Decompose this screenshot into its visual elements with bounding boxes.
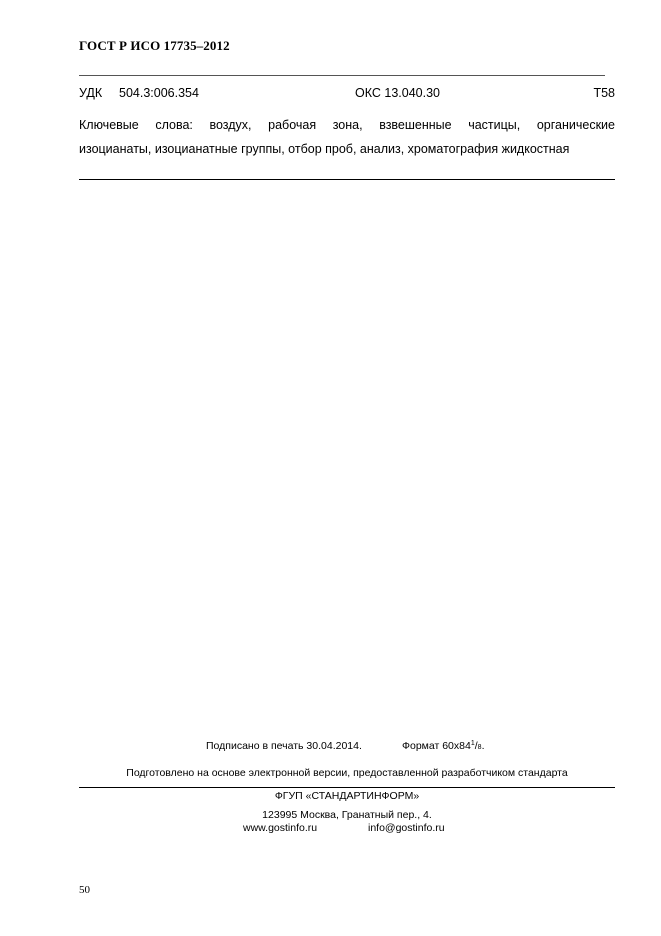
keywords-line-2: изоцианаты, изоцианатные группы, отбор проб, анализ, хроматография жидкостная [79, 142, 570, 156]
format-separator: / [474, 740, 478, 752]
top-divider [79, 75, 605, 76]
prepared-note: Подготовлено на основе электронной версии, предоставленной разработчиком стандарта [126, 767, 568, 779]
email-link[interactable]: info@gostinfo.ru [368, 822, 445, 834]
paper-format [402, 740, 484, 752]
imprint-divider [79, 787, 615, 788]
format-suffix: . [481, 740, 485, 752]
classification-code: Т58 [593, 86, 615, 100]
standard-title: ГОСТ Р ИСО 17735–2012 [79, 38, 230, 53]
classification-row [79, 86, 615, 104]
udk-label: УДК [79, 86, 103, 100]
signed-date: Подписано в печать 30.04.2014. [206, 740, 362, 752]
keywords-line-1: Ключевые слова: воздух, рабочая зона, взвешенные частицы, органические [79, 118, 615, 132]
keywords-divider [79, 179, 615, 180]
udk-value: 504.3:006.354 [119, 86, 199, 100]
publisher-name: ФГУП «СТАНДАРТИНФОРМ» [274, 790, 420, 802]
format-denominator: 8 [477, 744, 482, 751]
contacts-row [79, 822, 615, 836]
format-prefix: Формат 60х84 [402, 740, 471, 752]
format-numerator: 1 [470, 740, 475, 747]
keywords-block [79, 113, 615, 161]
publisher-address: 123995 Москва, Гранатный пер., 4. [262, 809, 432, 821]
website-link[interactable]: www.gostinfo.ru [243, 822, 318, 834]
oks-code: ОКС 13.040.30 [355, 86, 440, 100]
page-number: 50 [79, 884, 90, 896]
